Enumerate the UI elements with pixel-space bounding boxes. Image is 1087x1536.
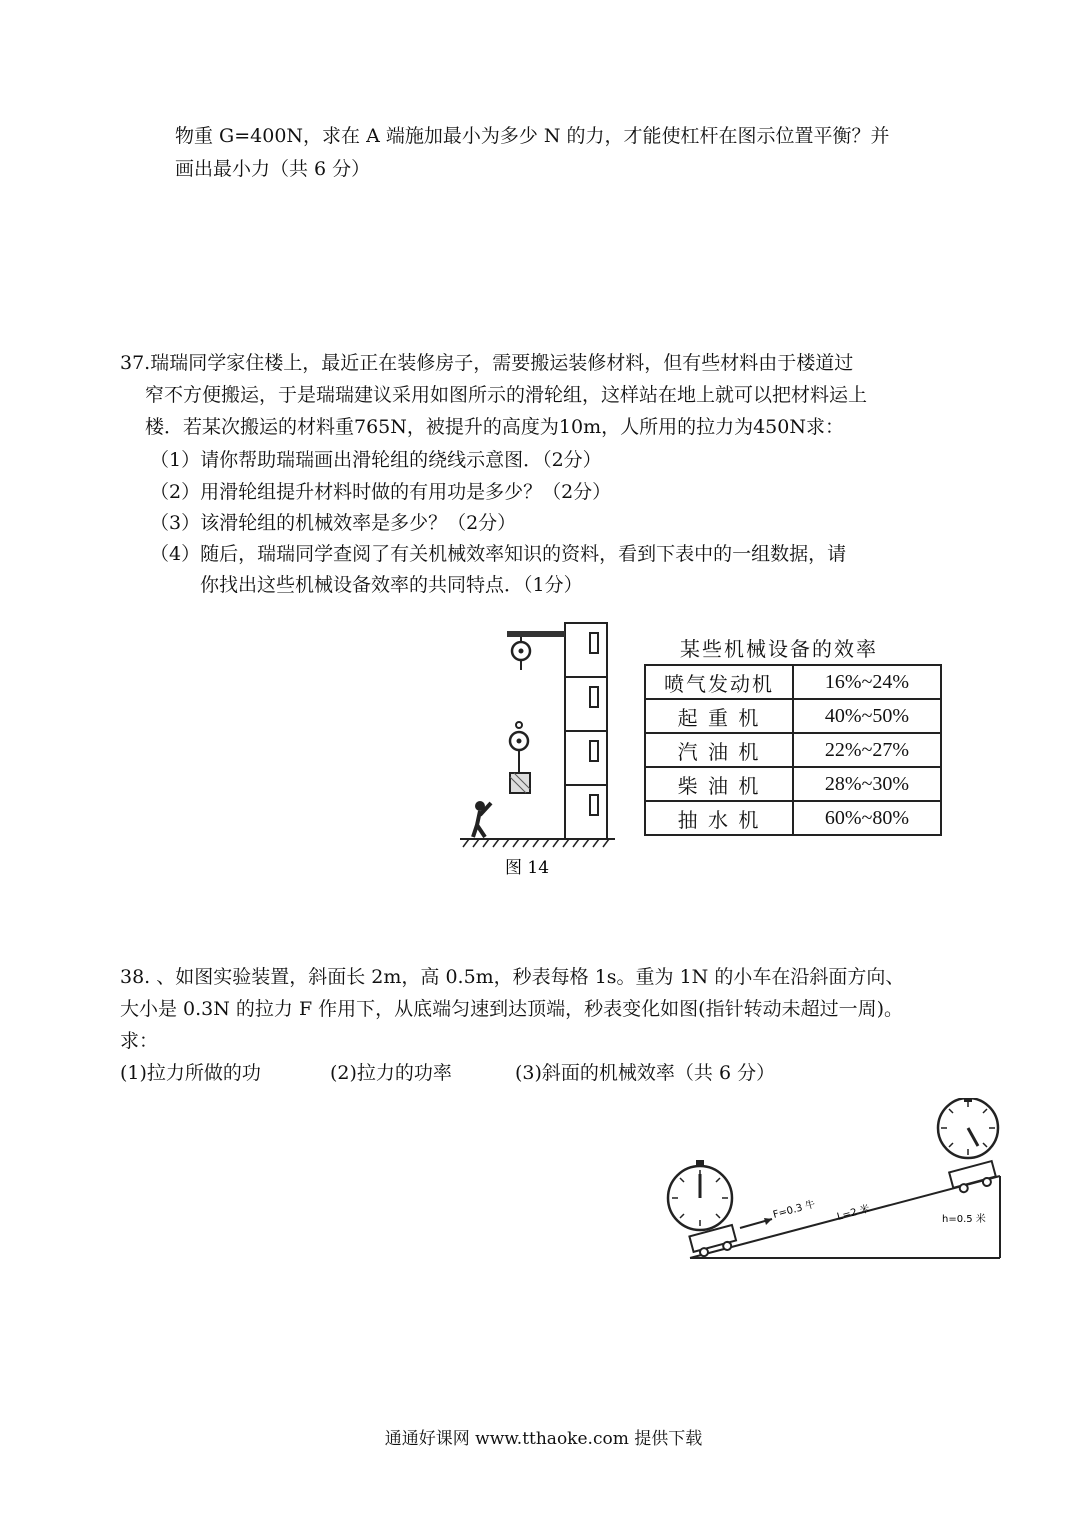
q37-line3: 楼．若某次搬运的材料重765N，被提升的高度为10m，人所用的拉力为450N求： — [145, 416, 844, 438]
machine-name: 柴 油 机 — [645, 767, 793, 801]
q38-line2: 大小是 0.3N 的拉力 F 作用下，从底端匀速到达顶端，秒表变化如图(指针转动未超过一周)。 — [120, 998, 904, 1020]
q38-line3: 求： — [120, 1030, 159, 1052]
force-label: F=0.3 牛 — [771, 1199, 817, 1221]
q37-sub2: （2）用滑轮组提升材料时做的有用功是多少？（2分） — [150, 481, 612, 503]
footer-source: 通通好课网 www.tthaoke.com 提供下载 — [384, 1429, 703, 1449]
table-row — [645, 699, 941, 733]
cart-top — [949, 1161, 997, 1195]
table-row — [645, 767, 941, 801]
q36-line1: 物重 G=400N，求在 A 端施加最小为多少 N 的力，才能使杠杆在图示位置平衡？并 — [175, 125, 890, 147]
table-row — [645, 665, 941, 699]
table-row — [645, 733, 941, 767]
machine-efficiency: 28%~30% — [793, 767, 941, 801]
support-beam — [507, 631, 565, 637]
machine-name: 喷气发动机 — [645, 665, 793, 699]
length-label: L=2 米 — [835, 1203, 872, 1223]
machine-name: 起 重 机 — [645, 699, 793, 733]
machine-efficiency: 16%~24% — [793, 665, 941, 699]
q37-sub3: （3）该滑轮组的机械效率是多少？（2分） — [150, 512, 517, 534]
machine-efficiency: 40%~50% — [793, 699, 941, 733]
q38-part3: (3)斜面的机械效率（共 6 分） — [515, 1062, 776, 1084]
window — [590, 795, 598, 815]
table-title: 某些机械设备的效率 — [680, 637, 878, 661]
efficiency-table — [644, 664, 942, 836]
load-box — [510, 773, 530, 793]
q36-line2: 画出最小力（共 6 分） — [175, 158, 371, 180]
incline-figure — [660, 1098, 1030, 1278]
q37-sub4a: （4）随后，瑞瑞同学查阅了有关机械效率知识的资料，看到下表中的一组数据，请 — [150, 543, 847, 565]
window — [590, 687, 598, 707]
q37-sub1: （1）请你帮助瑞瑞画出滑轮组的绕线示意图．（2分） — [150, 449, 602, 471]
machine-efficiency: 60%~80% — [793, 801, 941, 835]
table-row — [645, 801, 941, 835]
window — [590, 633, 598, 653]
figure-14-label: 图 14 — [504, 858, 550, 878]
q38-part1: (1)拉力所做的功 — [120, 1062, 261, 1084]
q37-line1: 37.瑞瑞同学家住楼上，最近正在装修房子，需要搬运装修材料，但有些材料由于楼道过 — [120, 352, 854, 374]
q37-line2: 窄不方便搬运，于是瑞瑞建议采用如图所示的滑轮组，这样站在地上就可以把材料运上 — [145, 384, 868, 406]
height-label: h=0.5 米 — [942, 1214, 986, 1225]
q37-sub4b: 你找出这些机械设备效率的共同特点．（1分） — [200, 574, 583, 596]
window — [590, 741, 598, 761]
machine-efficiency: 22%~27% — [793, 733, 941, 767]
q38-part2: (2)拉力的功率 — [330, 1062, 452, 1084]
machine-name: 汽 油 机 — [645, 733, 793, 767]
pulley-figure — [455, 605, 625, 890]
machine-name: 抽 水 机 — [645, 801, 793, 835]
q38-line1: 38. 、如图实验装置，斜面长 2m，高 0.5m，秒表每格 1s。重为 1N 的小车在沿斜面方向、 — [120, 966, 905, 988]
